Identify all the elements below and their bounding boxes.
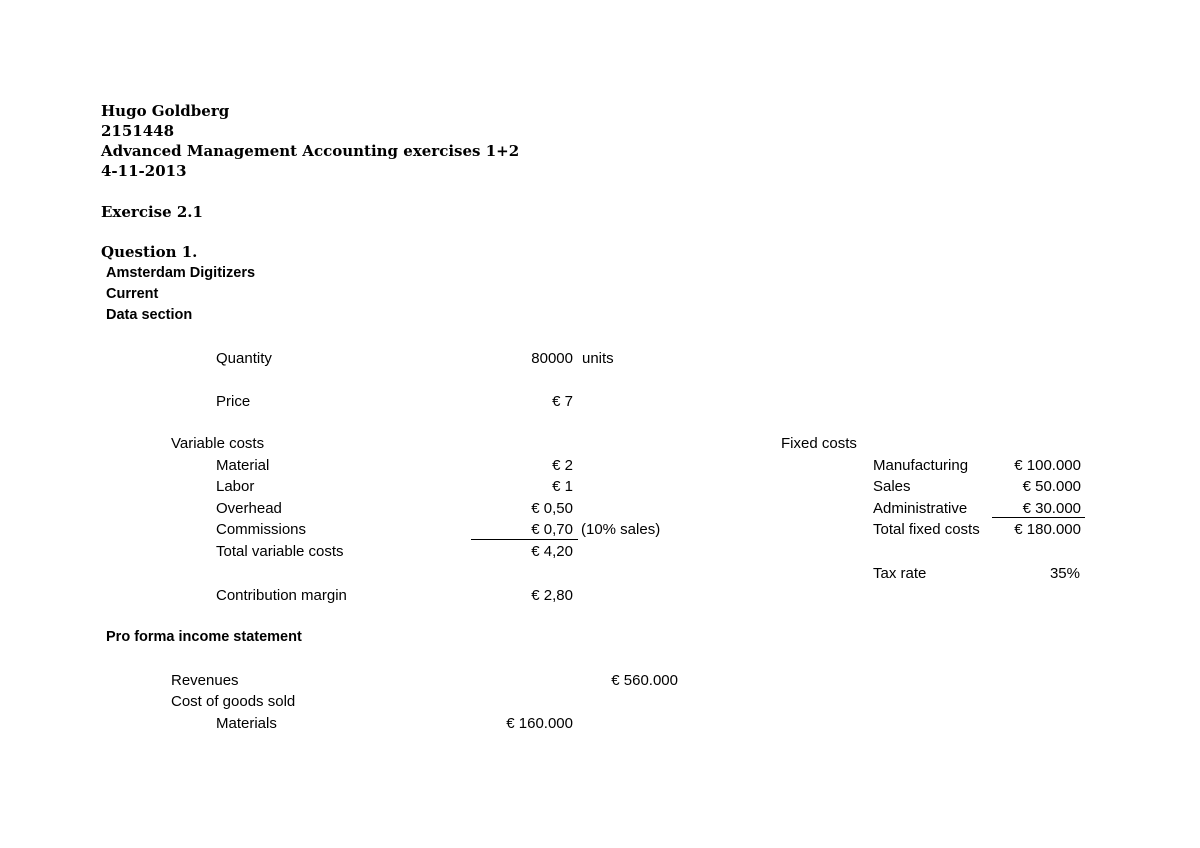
administrative-value: € 30.000: [1022, 500, 1081, 517]
question-title: Question 1.: [101, 243, 198, 261]
materials-label: Materials: [216, 715, 277, 732]
material-label: Material: [216, 457, 270, 474]
quantity-value: 80000: [531, 350, 573, 367]
overhead-label: Overhead: [216, 500, 282, 517]
labor-value: € 1: [552, 478, 573, 495]
fixed-costs-underline: [992, 517, 1085, 518]
material-value: € 2: [552, 457, 573, 474]
data-section-label: Data section: [106, 307, 193, 323]
price-value: € 7: [552, 393, 573, 410]
contribution-margin-value: € 2,80: [531, 587, 573, 604]
author-name: Hugo Goldberg: [101, 102, 230, 120]
quantity-label: Quantity: [216, 350, 272, 367]
variable-costs-underline: [471, 539, 578, 540]
fixed-costs-heading: Fixed costs: [781, 435, 857, 452]
materials-value: € 160.000: [506, 715, 573, 732]
total-variable-costs-label: Total variable costs: [216, 543, 344, 560]
quantity-unit: units: [582, 350, 614, 367]
sales-fixed-value: € 50.000: [1022, 478, 1081, 495]
overhead-value: € 0,50: [531, 500, 573, 517]
commissions-note: (10% sales): [581, 521, 661, 538]
commissions-value: € 0,70: [531, 521, 573, 538]
total-fixed-costs-label: Total fixed costs: [873, 521, 980, 538]
tax-rate-value: 35%: [1049, 565, 1080, 582]
document-date: 4-11-2013: [101, 162, 187, 180]
exercise-title: Exercise 2.1: [101, 203, 203, 221]
manufacturing-label: Manufacturing: [873, 457, 969, 474]
administrative-label: Administrative: [873, 500, 968, 517]
cogs-label: Cost of goods sold: [171, 693, 296, 710]
total-fixed-costs-value: € 180.000: [1014, 521, 1081, 538]
contribution-margin-label: Contribution margin: [216, 587, 347, 604]
manufacturing-value: € 100.000: [1014, 457, 1081, 474]
revenues-value: € 560.000: [611, 672, 678, 689]
price-label: Price: [216, 393, 251, 410]
revenues-label: Revenues: [171, 672, 239, 689]
student-number: 2151448: [101, 122, 175, 140]
course-title: Advanced Management Accounting exercises 1+2: [101, 142, 520, 160]
commissions-label: Commissions: [216, 521, 307, 538]
income-statement-heading: Pro forma income statement: [106, 629, 302, 645]
labor-label: Labor: [216, 478, 255, 495]
sales-fixed-label: Sales: [873, 478, 911, 495]
variable-costs-heading: Variable costs: [171, 435, 265, 452]
total-variable-costs-value: € 4,20: [531, 543, 573, 560]
scenario-label: Current: [106, 286, 159, 302]
company-name: Amsterdam Digitizers: [106, 265, 256, 281]
tax-rate-label: Tax rate: [873, 565, 927, 582]
